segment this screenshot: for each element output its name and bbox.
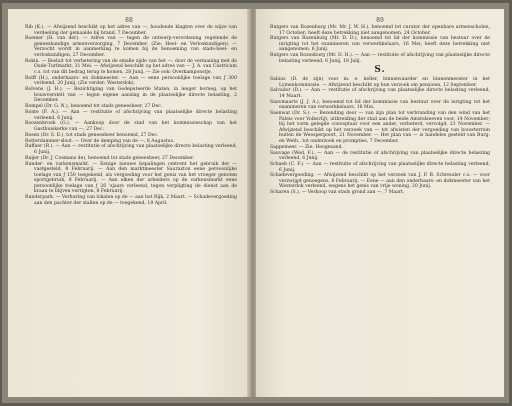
index-entry: Salvador (D.). — Aan — restitutie of afschrijving van plaatselijke directe belasting verleend, 14 Maart. (270, 88, 490, 99)
index-entry: Sanvmaarts (J. J. A.), benoemd tot lid der kommissie van bestuur over de inrigting tot het examineren van verwerkkelaars, 16 Mei. (270, 99, 490, 111)
index-entry: Rutgers van Rozenburg (Mr. Mr. J. W. H.), benoemd tot curator der openbare armenscholen, 17 October; heeft deze betrekking niet aangenomen, 24 October. (270, 25, 490, 36)
index-entry: Roemer (H. van der). — Adres van — tegen de ontwerp-verordening regelende de geneeskundige armenverzorging, 7 December. (Zie: Heel- en Verloskundigen). — Verzocht wordt in aanmerking te komen bij de benoeming van stads-heel- en verloskundigen, 27 December. (25, 36, 237, 59)
index-entry: Schaeb (C. F.). — Aan — restitutie of afschrijving van plaatselijke directe belasting verleend, 6 Junij. (270, 161, 490, 173)
index-entry: Rokin. — Besluit tot verbetering van de smalle zijde van het —, door de vermaning met de Oude-Turfmarkt, 31 Mei. — Afwijzend beschikt op het adres van — J. A. van Castricum c.s. tot van dit bedrag terug te komen, 28 Junij. — Zie ook: Overkamponstje. (25, 58, 237, 75)
index-entry: Saenwat (Dr. S.). — Bezending door — van zijn plan tot verbranding van den wind van het Paleis voor Volksvlijt, uitbreiding der stad aan de beide Amstelzeeven voor, 14 November; bij het vorm gelegde conceptaar voor een ander, verbeterd, vervolgd, 21 November. — Afwijzend beschikt op het verzoek van — tot afwisten der vergoeding van bouwterrein buiten de Weesperpoort, 21 November. — Het plan van — is handeles gesteld van Burg. en Weth., tot onderzoek en prompties, 7 December. (270, 111, 490, 144)
open-book (2, 3, 509, 403)
index-entry: Rolff (H.), onderbaars- en dokmeester. — Aan — eene persoonlijke toelage van ƒ 300 verleend, 20 Junij. (Zie verder: Westerdok). (25, 75, 237, 87)
entries-bottom (270, 77, 490, 196)
page-number: 88 (125, 17, 133, 24)
index-entry: Schadevergoeding. — Afwijzend beschikt op het verzoek van J. P. B. Schreuder c.s. — voor verzwijgd genoegens, 8 Februarij. — Eene — aan den onderbaars- en dokmeester van het Westerdok verleend, wegens het genis van vrije woning, 20 Junij. (270, 173, 490, 190)
index-entry: Rib (K.). — Afwijzend beschikt op het adres van —, houdende klagten over de wijze van verdeeling der gemaalde bij brand, 7 December. (25, 25, 237, 36)
index-entry: Sappemeer. — Zie: Hoogezand. (270, 144, 344, 150)
left-page (8, 9, 250, 397)
index-entry: Ronte (F. A.). — Aan — restitutie of afschrijving van plaatselijke directe belasting verleend, 6 Junij. (25, 109, 237, 121)
index-entry: Rolvens (J. H.). — Bezichtiging van Gedeputeerde Staten, in lenger borneg, op het bouwverstelt van — tegen eigene aanslag in de plaatselijke directe belasting, 2 December. (25, 87, 237, 104)
index-entry: Sabius (D. de zijn) voor m. e. keller, binnenvaarder en binnenmeester in het Lymenkommissie. — Afwijzend beschikt op hun verzoek om pensioen, 12 September. (270, 76, 490, 88)
index-entry: Rosen (Dr. S. E.), tot stads geneesheer benoemd, 27 Dec. (25, 132, 159, 138)
index-entry: Rotterdammer-sloot. — Over de demping van de —, 8 Augustus. (25, 138, 175, 144)
index-entry: Runder- en varkensmarkt. — Eenige nieuwe bepalingen omtrent het gebruik der — vastgesteld, 8 Februarij. — Aan den marktmeester Sauraxton eene persoonlijke toelage van ƒ 150 toegekend, als vergoeding voor het genis van het vroeger genoten sportgebruik, 8 Februarij. — Aan elken der arbeiders op de varkensmarkt eene persoonlijke toelage van ƒ 26 'sjaars verleend, tegen verpligting de dienst aan de kraan te blijven verrigten, 8 Februarij. (25, 161, 237, 195)
section-letter: S. (374, 65, 386, 76)
right-page (256, 9, 504, 397)
page-number: 89 (376, 17, 384, 24)
index-entry: Rompel (Dr. G. N.), benoemd tot stads geneesheer, 27 Dec. (25, 104, 163, 110)
index-entry: Runderpark. — Verhuring van lokalen op de — aan het Rijk, 2 Maart. — Schadevergoeding aan den pachter der stallen op de — toegekend, 18 April. (25, 195, 237, 206)
right-column (270, 25, 490, 196)
left-column (25, 25, 237, 207)
entries-top (270, 25, 490, 64)
index-entry: Ruijer (Dr. J. Cosmans de), benoemd tot stads geneesheer, 27 December. (25, 155, 195, 161)
index-entry: Rutgers van Rozenburg (Mr. D. D.), benoemd tot lid der kommissie van bestuur over de inrigting tot het examineren van verwerkkelaars, 16 Mei; heeft deze betrekking niet aangenomen, 6 Junij. (270, 36, 490, 53)
index-entry: Rutgers van Rozenburg (Mr. D. H.). — Aan — restitutie of afschrijving van plaatselijke directe belasting verleend, 6 Junij, 18 Julij. (270, 53, 490, 64)
index-entry: Ruffaer (R.). — Aan — restitutie of afschrijving van plaatselijke directe belasting verleend, 6 Junij. (25, 144, 237, 155)
index-entry: Roozenbroek (G.). — Aankoop door de stad van het kommissieschap van het Gasthuiskerke van —, 27 Dec. (25, 121, 237, 132)
index-entry: Sauvage (Wed. F.). — Aan — de restitutie of afschrijving van plaatselijke directe belasting verleend, 6 Junij. (270, 150, 490, 162)
index-entry: Scharen (S.). — Verkoop van stads grond aan —, 7 Maart. (270, 190, 405, 196)
